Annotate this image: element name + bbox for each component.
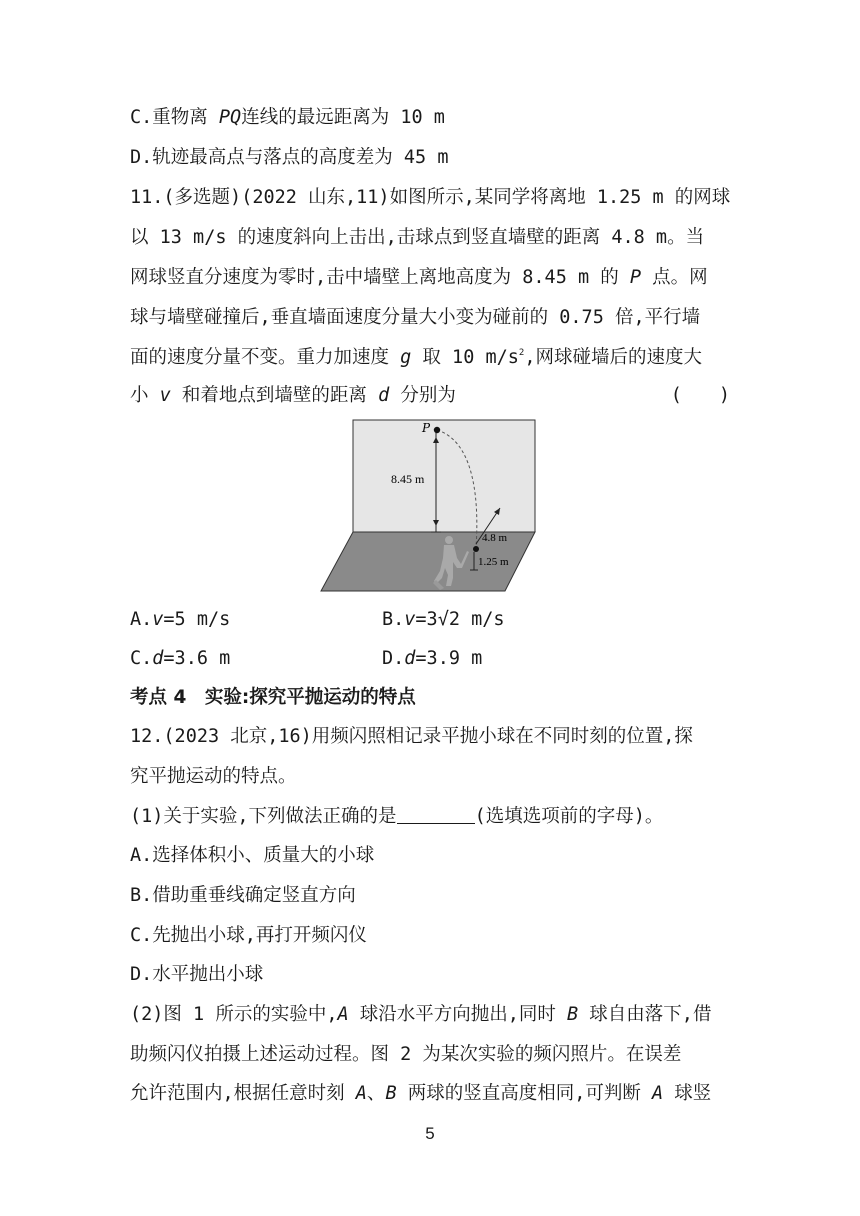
q11-option-d-var: d [404,648,416,669]
q11-option-b-prefix: B. [382,609,405,630]
label-p: P [422,421,431,435]
q10-option-c [130,106,730,130]
q11-line-6-b: 和着地点到墙壁的距离 [170,385,379,406]
q12-sub-2-l1-a: (2)图 1 所示的实验中, [130,1004,338,1025]
q11-option-c-value: =3.6 m [163,648,231,669]
q11-line-1: 11.(多选题)(2022 山东,11)如图所示,某同学将离地 1.25 m 的网球 [130,187,731,208]
q11-line-5-c: ,网球碰墙后的速度大 [524,347,702,368]
q12-sub-2-line-3 [130,1082,730,1106]
q11-option-b [382,608,505,632]
q12-sub-2-l3-a: 允许范围内,根据任意时刻 [130,1083,356,1104]
q11-option-d-value: =3.9 m [415,648,483,669]
q11-line-4: 球与墙壁碰撞后,垂直墙面速度分量大小变为碰前的 0.75 倍,平行墙 [130,307,701,328]
q11-option-c-prefix: C. [130,648,153,669]
q11-line-6-a: 小 [130,385,160,406]
q11-option-b-value: =3√2 m/s [415,609,505,630]
q11-line-3 [130,266,730,290]
answer-paren: ( ) [670,385,730,406]
q12-sub-2-l3-c: 两球的竖直高度相同,可判断 [396,1083,652,1104]
q11-option-c-var: d [152,648,164,669]
answer-blank[interactable] [397,805,475,824]
q11-option-a-prefix: A. [130,609,153,630]
q11-line-5-a: 面的速度分量不变。重力加速度 [130,347,401,368]
page-number: 5 [425,1124,435,1143]
q12-sub-2-line-2: 助频闪仪拍摄上述运动过程。图 2 为某次实验的频闪照片。在误差 [130,1044,682,1065]
q11-option-d [382,647,482,671]
q12-sub-2-l3-d: 球竖 [663,1083,712,1104]
q11-line-6 [130,384,730,408]
q12-sub-2-l1-b: 球沿水平方向抛出,同时 [348,1004,568,1025]
wall [353,420,535,532]
q12-sub-2-l3-v1: A [355,1083,367,1104]
q11-line-6-var1: v [159,385,171,406]
q11-line-6-text [130,384,456,408]
q11-line-3-var: P [629,267,642,288]
q12-sub-2-line-1 [130,1003,730,1027]
q11-line-3-a: 网球竖直分速度为零时,击中墙壁上离地高度为 8.45 m 的 [130,267,630,288]
q10-option-c-var: PQ [218,107,242,128]
q11-option-c [130,647,230,671]
label-low-height: 1.25 m [478,556,509,568]
q12-line-1: 12.(2023 北京,16)用频闪照相记录平抛小球在不同时刻的位置,探 [130,726,693,747]
q12-sub-1-a: (1)关于实验,下列做法正确的是 [130,806,397,827]
q11-option-a [130,608,230,632]
q12-sub-2-l1-c: 球自由落下,借 [578,1004,712,1025]
q11-line-5-b: 取 10 m/s [411,347,519,368]
q12-option-d: D.水平抛出小球 [130,964,264,985]
q11-option-d-prefix: D. [382,648,405,669]
point-p [434,427,440,433]
q12-sub-2-l3-v3: A [652,1083,664,1104]
ball [473,546,479,552]
q12-sub-1-b: (选填选项前的字母)。 [474,806,664,827]
q11-line-3-b: 点。网 [641,267,708,288]
section-heading: 考点 4 实验:探究平抛运动的特点 [130,687,416,708]
tennis-wall-figure [320,418,542,594]
q12-sub-2-l1-v1: A [337,1004,349,1025]
q12-line-2: 究平抛运动的特点。 [130,766,297,787]
q10-option-c-prefix: C.重物离 [130,107,219,128]
q10-option-c-suffix: 连线的最远距离为 10 m [241,107,445,128]
q12-option-a: A.选择体积小、质量大的小球 [130,845,375,866]
q10-option-d: D.轨迹最高点与落点的高度差为 45 m [130,147,449,168]
q11-line-6-c: 分别为 [389,385,456,406]
label-height: 8.45 m [391,472,425,486]
q11-option-a-value: =5 m/s [163,609,231,630]
q12-option-b: B.借助重垂线确定竖直方向 [130,885,356,906]
q11-option-a-var: v [152,609,164,630]
q11-option-b-var: v [404,609,416,630]
q11-line-2: 以 13 m/s 的速度斜向上击出,击球点到竖直墙壁的距离 4.8 m。当 [130,227,705,248]
q12-sub-2-l1-v2: B [567,1004,579,1025]
q11-line-5-sup: 2 [518,348,525,358]
q11-line-5 [130,346,730,370]
q12-sub-1 [130,805,730,829]
q11-line-5-var: g [400,347,412,368]
label-distance: 4.8 m [482,532,508,544]
q12-sub-2-l3-v2: B [385,1083,397,1104]
q11-line-6-var2: d [378,385,390,406]
q12-sub-2-l3-b: 、 [366,1083,386,1104]
q12-option-c: C.先抛出小球,再打开频闪仪 [130,925,367,946]
